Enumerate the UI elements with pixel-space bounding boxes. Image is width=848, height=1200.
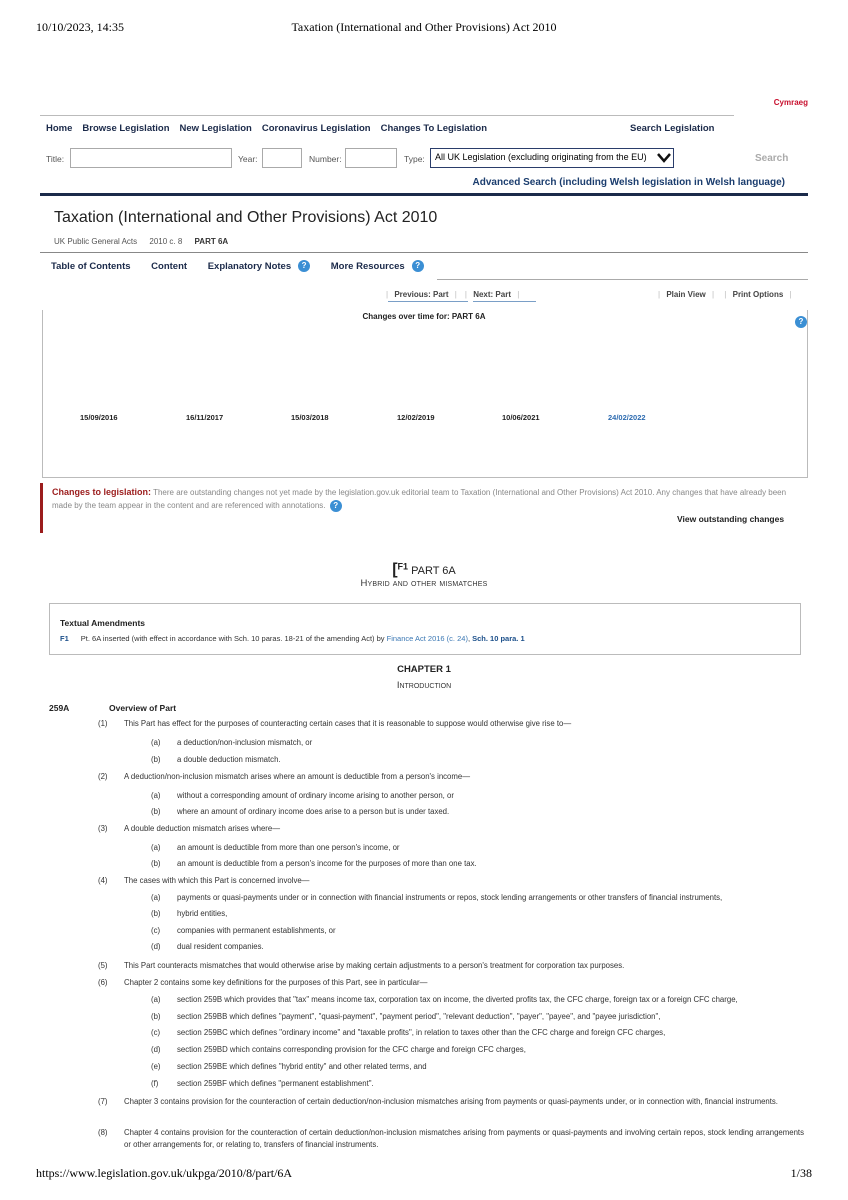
print-page-number: 1/38: [790, 1166, 812, 1180]
help-icon[interactable]: ?: [298, 260, 310, 272]
print-datetime: 10/10/2023, 14:35: [36, 20, 125, 34]
paragraph-text: where an amount of ordinary income does arise to a person but is under taxed.: [177, 807, 450, 816]
paragraph-number: (a): [151, 738, 161, 747]
paragraph-number: (e): [151, 1062, 161, 1071]
help-icon[interactable]: ?: [330, 500, 342, 512]
paragraph-text: section 259BD which contains corresponding provision for the CFC charge and foreign CFC charges,: [177, 1045, 526, 1054]
header-bar: [40, 193, 808, 196]
help-icon[interactable]: ?: [412, 260, 424, 272]
page-title: Taxation (International and Other Provisions) Act 2010: [54, 209, 438, 226]
help-icon[interactable]: ?: [795, 316, 807, 328]
paragraph-number: (d): [151, 942, 161, 951]
paragraph-text: companies with permanent establishments, or: [177, 926, 336, 935]
paragraph-text: section 259B which provides that "tax" means income tax, corporation tax on income, the diverted profits tax, the CFC charge, foreign tax or a foreign CFC charge,: [177, 995, 738, 1004]
subsection-number: (3): [98, 824, 108, 833]
paragraph-number: (a): [151, 791, 161, 800]
meta-part: PART 6A: [194, 237, 229, 246]
paragraph-text: without a corresponding amount of ordinary income arising to another person, or: [177, 791, 454, 800]
year-input[interactable]: [262, 148, 302, 168]
paragraph-number: (f): [151, 1079, 159, 1088]
timeline-date[interactable]: 10/06/2021: [502, 413, 540, 422]
tab-explanatory-notes-label: Explanatory Notes: [207, 260, 292, 272]
timeline-title: Changes over time for: PART 6A: [362, 312, 486, 321]
view-outstanding-changes-link[interactable]: View outstanding changes: [677, 514, 785, 524]
chevron-down-icon[interactable]: [656, 152, 672, 164]
section-number: 259A: [49, 703, 70, 713]
doc-tabs: [51, 260, 442, 272]
amendment-key[interactable]: F1: [60, 634, 69, 643]
changes-text: There are outstanding changes not yet made by the legislation.gov.uk editorial team to Taxation (International and Other Provisions) Act 2010. Any changes that have already been made by the team appear in the content and are referenced with annotations.: [52, 488, 787, 510]
paragraph-text: a double deduction mismatch.: [177, 755, 281, 764]
paragraph-text: section 259BF which defines "permanent establishment".: [177, 1079, 374, 1088]
timeline-frame: [42, 310, 808, 478]
search-button[interactable]: Search: [755, 153, 789, 164]
tab-table-of-contents[interactable]: Table of Contents: [51, 260, 131, 272]
tab-more-resources[interactable]: [331, 260, 424, 272]
nav-coronavirus-legislation[interactable]: Coronavirus Legislation: [261, 123, 371, 134]
plain-view-link[interactable]: Plain View: [666, 290, 706, 299]
section-title: Overview of Part: [109, 703, 177, 713]
tab-explanatory-notes[interactable]: [208, 260, 310, 272]
timeline-date[interactable]: 16/11/2017: [186, 413, 224, 422]
print-page-title: Taxation (International and Other Provisions) Act 2010: [291, 20, 557, 34]
amendment-text: Pt. 6A inserted (with effect in accordance with Sch. 10 paras. 18-21 of the amending Act) by: [80, 634, 387, 643]
paragraph-number: (a): [151, 893, 161, 902]
pager: | Previous: Part | | Next: Part |: [382, 290, 523, 299]
paragraph-text: a deduction/non-inclusion mismatch, or: [177, 738, 313, 747]
meta-chapter[interactable]: 2010 c. 8: [149, 237, 183, 246]
paragraph-number: (b): [151, 859, 161, 868]
paragraph-number: (b): [151, 1012, 161, 1021]
amendment-sep: ,: [467, 634, 473, 643]
title-input[interactable]: [70, 148, 232, 168]
textual-amendments-box: [49, 603, 801, 655]
paragraph-text: dual resident companies.: [177, 942, 264, 951]
divider: [40, 252, 808, 253]
finance-act-link[interactable]: Finance Act 2016 (c. 24): [386, 634, 468, 643]
subsection-number: (8): [98, 1128, 108, 1137]
nav-home[interactable]: Home: [46, 123, 73, 134]
paragraph-text: an amount is deductible from more than one person's income, or: [177, 843, 400, 852]
nav-changes-to-legislation[interactable]: Changes To Legislation: [380, 123, 488, 134]
tabs-divider: [437, 279, 808, 280]
next-part-link[interactable]: Next: Part: [473, 290, 511, 299]
subsection-text: A deduction/non-inclusion mismatch arises where an amount is deductible from a person's income—: [124, 772, 471, 781]
search-row: [46, 148, 746, 170]
number-label: Number:: [309, 154, 342, 164]
paragraph-number: (c): [151, 926, 161, 935]
changes-notice: [40, 483, 808, 533]
nav-new-legislation[interactable]: New Legislation: [179, 123, 252, 134]
part-title: Hybrid and other mismatches: [360, 578, 488, 589]
subsection-text: This Part has effect for the purposes of counteracting certain cases that it is reasonable to suppose would otherwise give rise to—: [124, 719, 572, 728]
paragraph-number: (d): [151, 1045, 161, 1054]
paragraph-text: hybrid entities,: [177, 909, 228, 918]
paragraph-number: (b): [151, 807, 161, 816]
changes-label: Changes to legislation:: [52, 487, 152, 497]
tab-content[interactable]: Content: [151, 260, 188, 272]
timeline-date[interactable]: 15/03/2018: [291, 413, 329, 422]
subsection-number: (6): [98, 978, 108, 987]
subsection-number: (1): [98, 719, 108, 728]
subsection-text: Chapter 4 contains provision for the counteraction of certain deduction/non-inclusion mismatches arising from payments or quasi-payments and involving certain repos, stock lending arrangements or other arrangements for, or relating to, transfers of financial instruments.: [124, 1128, 804, 1149]
subsection-text: This Part counteracts mismatches that would otherwise arise by making certain adjustments to a person's treatment for corporation tax purposes.: [124, 961, 625, 970]
print-options-link[interactable]: Print Options: [732, 290, 784, 299]
subsection-text: Chapter 2 contains some key definitions for the purposes of this Part, see in particular—: [124, 978, 428, 987]
timeline-date[interactable]: 15/09/2016: [80, 413, 118, 422]
paragraph-text: section 259BE which defines "hybrid entity" and other related terms, and: [177, 1062, 427, 1071]
amendment-bracket: [: [392, 561, 398, 578]
subsection-text: A double deduction mismatch arises where—: [124, 824, 281, 833]
print-url: https://www.legislation.gov.uk/ukpga/2010/8/part/6A: [36, 1166, 293, 1180]
previous-underline: [388, 301, 468, 302]
paragraph-text: payments or quasi-payments under or in connection with financial instruments or repos, stock lending arrangements or other transfers of financial instruments,: [177, 893, 723, 902]
paragraph-number: (b): [151, 909, 161, 918]
advanced-search-link[interactable]: Advanced Search (including Welsh legislation in Welsh language): [472, 177, 785, 188]
type-select[interactable]: All UK Legislation (excluding originating from the EU): [430, 148, 674, 168]
chapter-label: CHAPTER 1: [397, 664, 451, 675]
schedule-link[interactable]: Sch. 10 para. 1: [472, 634, 525, 643]
subsection-number: (7): [98, 1097, 108, 1106]
number-input[interactable]: [345, 148, 397, 168]
year-label: Year:: [238, 154, 258, 164]
meta-type[interactable]: UK Public General Acts: [54, 237, 138, 246]
title-label: Title:: [46, 154, 65, 164]
main-nav: [46, 123, 497, 134]
search-legislation-tab[interactable]: Search Legislation: [630, 123, 715, 134]
part-heading: [0, 561, 848, 579]
type-label: Type:: [404, 154, 425, 164]
next-underline: [473, 301, 536, 302]
nav-divider: [40, 115, 734, 116]
timeline-date-current[interactable]: 24/02/2022: [608, 413, 646, 422]
amendment-ref[interactable]: F1: [397, 561, 409, 572]
paragraph-text: section 259BC which defines "ordinary income" and "taxable profits", in relation to taxes other than the CFC charge and foreign CFC charges,: [177, 1028, 666, 1037]
subsection-text: Chapter 3 contains provision for the counteraction of certain deduction/non-inclusion mismatches arising from payments or quasi-payments under, or in connection with, financial instruments.: [124, 1097, 778, 1106]
subsection-number: (2): [98, 772, 108, 781]
tab-more-resources-label: More Resources: [330, 260, 405, 272]
nav-browse-legislation[interactable]: Browse Legislation: [82, 123, 170, 134]
subsection-number: (4): [98, 876, 108, 885]
paragraph-number: (b): [151, 755, 161, 764]
part-label: PART 6A: [411, 565, 456, 577]
doc-meta: [54, 237, 228, 246]
paragraph-text: an amount is deductible from a person's income for the purposes of more than one tax.: [177, 859, 477, 868]
paragraph-number: (c): [151, 1028, 161, 1037]
chapter-title: Introduction: [396, 680, 452, 691]
amendment-row: [60, 634, 800, 643]
timeline-date[interactable]: 12/02/2019: [397, 413, 435, 422]
paragraph-number: (a): [151, 843, 161, 852]
previous-part-link[interactable]: Previous: Part: [394, 290, 449, 299]
textual-amendments-heading: Textual Amendments: [60, 618, 146, 628]
subsection-text: The cases with which this Part is concerned involve—: [124, 876, 310, 885]
paragraph-text: section 259BB which defines "payment", "quasi-payment", "payment period", "relevant deduction", "payer", "payee", and "payee jurisdiction",: [177, 1012, 661, 1021]
view-options: | Plain View | | Print Options |: [658, 290, 792, 299]
subsection-number: (5): [98, 961, 108, 970]
paragraph-number: (a): [151, 995, 161, 1004]
cymraeg-link[interactable]: Cymraeg: [773, 98, 808, 107]
